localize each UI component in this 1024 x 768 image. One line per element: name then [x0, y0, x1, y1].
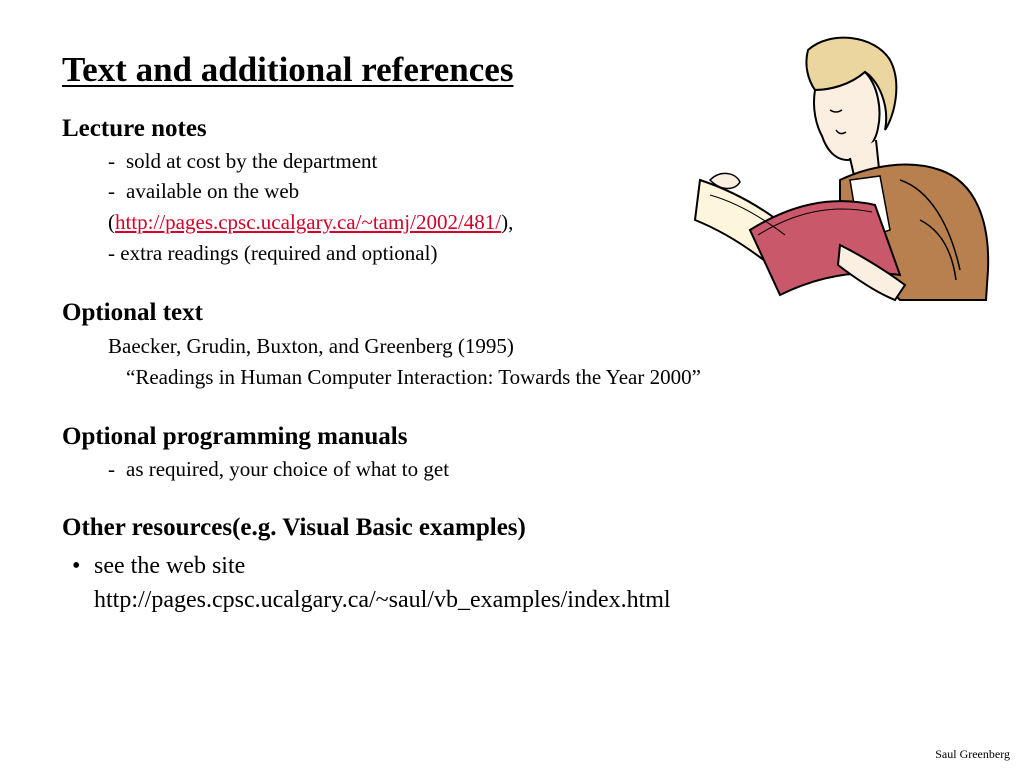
lecture-item-web	[108, 178, 299, 204]
manuals-item	[108, 456, 449, 482]
dash-marker: -	[108, 149, 115, 173]
programming-manuals-heading: Optional programming manuals	[62, 423, 408, 450]
paren-close: ),	[501, 210, 514, 234]
optional-text-authors: Baecker, Grudin, Buxton, and Greenberg (1995)	[108, 334, 514, 358]
other-resources-line1: see the web site	[94, 553, 246, 579]
other-resources-heading: Other resources(e.g. Visual Basic examples)	[62, 514, 526, 541]
lecture-item-extra: - extra readings (required and optional)	[108, 241, 438, 265]
lecture-notes-heading: Lecture notes	[62, 115, 207, 142]
other-resources-bullet: •	[72, 553, 81, 579]
dash-marker: -	[108, 457, 115, 481]
reading-person-clipart	[690, 30, 995, 305]
slide-footer-author: Saul Greenberg	[935, 747, 1010, 761]
optional-text-book-title: “Readings in Human Computer Interaction: Towards the Year 2000”	[126, 365, 701, 389]
lecture-item-link-line	[108, 209, 513, 235]
lecture-item-web-text: available on the web	[126, 179, 300, 203]
manuals-item-text: as required, your choice of what to get	[126, 457, 450, 481]
paren-open: (	[108, 210, 115, 234]
dash-marker: -	[108, 179, 115, 203]
lecture-item-sold-text: sold at cost by the department	[126, 149, 378, 173]
slide-title: Text and additional references	[62, 50, 514, 89]
vb-examples-url: http://pages.cpsc.ucalgary.ca/~saul/vb_examples/index.html	[94, 587, 671, 613]
optional-text-heading: Optional text	[62, 299, 203, 326]
lecture-item-sold	[108, 148, 377, 174]
tamj-course-link[interactable]: http://pages.cpsc.ucalgary.ca/~tamj/2002/481/	[115, 210, 502, 234]
